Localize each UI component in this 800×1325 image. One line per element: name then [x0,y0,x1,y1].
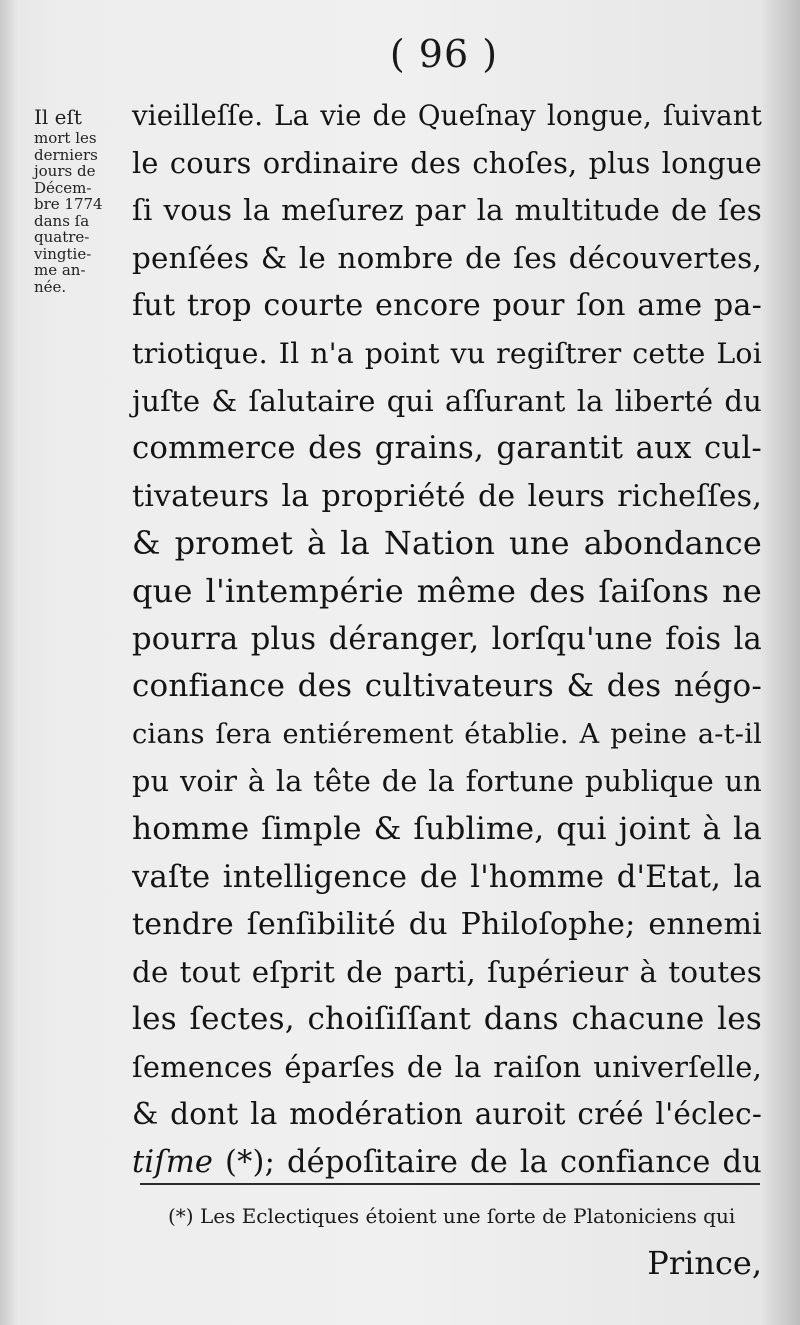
body-line: pourra plus déranger, lorſqu'une fois la [132,621,762,657]
body-line: vaſte intelligence de l'homme d'Etat, la [132,859,762,895]
catchword: Prince, [647,1244,762,1282]
body-line: triotique. Il n'a point vu regiſtrer cette Loi [132,336,762,370]
margin-note-line: me an- [34,261,86,279]
margin-note [34,104,130,295]
body-line: juſte & ſalutaire qui aſſurant la liberté du [132,383,762,418]
margin-note-line: quatre- [34,228,90,246]
body-line-rest: (*); dépoſitaire de la confiance du [213,1145,762,1181]
body-line: penſées & le nombre de ſes découvertes, [132,240,762,275]
body-line: fut trop courte encore pour ſon ame pa- [132,288,762,324]
margin-note-line: Décem- [34,178,92,197]
margin-note-line: jours de [34,162,96,180]
footnote: (*) Les Eclectiques étoient une ſorte de Platoniciens qui [168,1204,736,1228]
body-line: les ſectes, choiſiſſant dans chacune les [132,1001,762,1038]
body-line: ſemences éparſes de la raiſon univerſelle, [132,1049,762,1084]
body-line: tendre ſenſibilité du Philoſophe; ennemi [132,907,762,943]
body-line: confiance des cultivateurs & des négo- [132,668,762,705]
margin-note-line: née. [34,277,67,296]
margin-note-line: bre 1774 [34,195,103,213]
body-line: que l'intempérie même des ſaiſons ne [132,571,762,610]
body-line: homme ſimple & ſublime, qui joint à la [132,810,762,847]
margin-note-line: derniers [34,145,98,164]
body-line: le cours ordinaire des choſes, plus longue [132,145,762,180]
body-line-last [132,1139,762,1187]
margin-note-line: dans ſa [34,211,90,230]
body-line: de tout eſprit de parti, ſupérieur à toutes [132,954,762,989]
body-text [132,92,762,1187]
margin-note-line: Il eſt [34,105,82,129]
footnote-rule [140,1183,760,1185]
margin-note-line: mort les [34,129,97,147]
body-line: commerce des grains, garantit aux cul- [132,430,762,467]
body-line: vieilleſſe. La vie de Queſnay longue, ſuivant [132,99,762,132]
body-line: & promet à la Nation une abondance [132,524,762,563]
page-number: ( 96 ) [389,32,499,76]
body-line: tivateurs la propriété de leurs richeſſes, [132,478,762,514]
body-line: ſi vous la meſurez par la multitude de ſes [132,193,762,228]
body-line: cians ſera entiérement établie. A peine a-t-il [132,718,762,750]
body-line: & dont la modération auroit créé l'éclec- [132,1097,762,1132]
body-line: pu voir à la tête de la fortune publique un [132,764,762,799]
italic-word: tiſme [132,1145,214,1181]
margin-note-line: vingtie- [34,244,92,263]
